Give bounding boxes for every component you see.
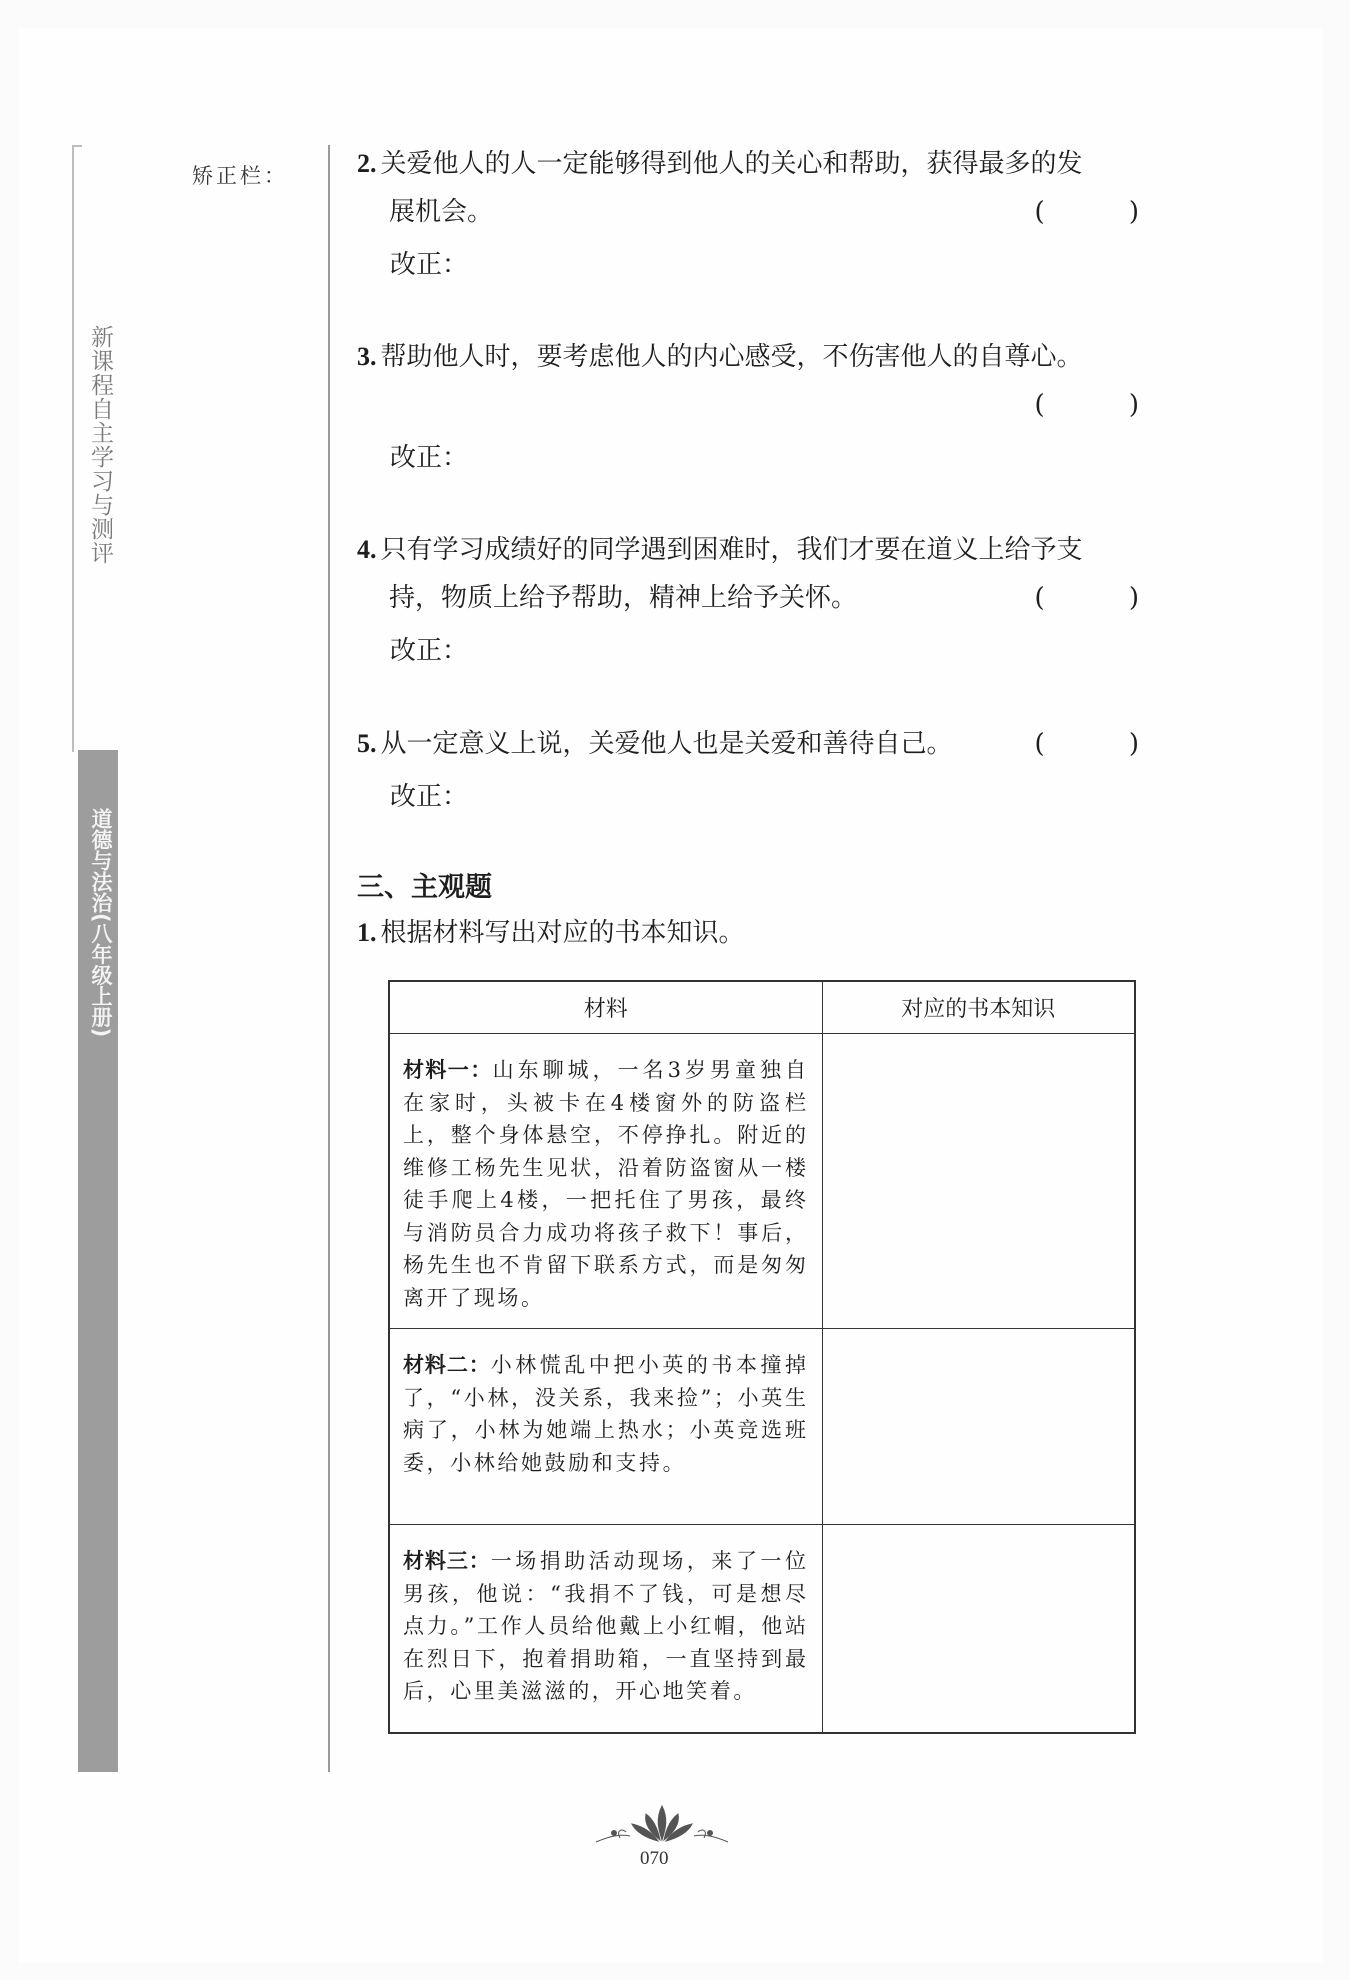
question-text: 根据材料写出对应的书本知识。 (380, 918, 745, 948)
question-number: 3. (357, 342, 377, 371)
material-cell (389, 1034, 822, 1329)
material-cell (389, 1525, 822, 1733)
answer-cell[interactable] (822, 1034, 1135, 1329)
question-number: 5. (357, 729, 377, 758)
subject-title: 道德与法治(八年级上册) (89, 808, 113, 1038)
question-line (357, 526, 1139, 574)
material-text: 山东聊城，一名3岁男童独自在家时，头被卡在4楼窗外的防盗栏上，整个身体悬空，不停挣扎。附近的维修工杨先生见状，沿着防盗窗从一楼徒手爬上4楼，一把托住了男孩，最终与消防员合力成功将孩子救下！事后，杨先生也不肯留下联系方式，而是匆匆离开了现场。 (403, 1058, 809, 1310)
question-line (357, 188, 1177, 236)
question-text: 只有学习成绩好的同学遇到困难时，我们才要在道义上给予支 (380, 535, 1083, 565)
answer-parentheses[interactable]: ( ) (1034, 583, 1177, 613)
answer-cell[interactable] (822, 1525, 1135, 1733)
question-text: 持，物质上给予帮助，精神上给予关怀。 (389, 583, 858, 613)
correction-label-q2: 改正： (390, 250, 469, 280)
question-number: 4. (357, 535, 377, 564)
material-label: 材料一： (403, 1058, 493, 1082)
question-3 (357, 333, 1177, 429)
answer-parentheses[interactable]: ( ) (1034, 729, 1177, 759)
question-number: 2. (357, 149, 377, 178)
table-row (389, 1034, 1135, 1329)
table-row (389, 1329, 1135, 1525)
correction-label-q4: 改正： (390, 636, 469, 666)
question-4 (357, 526, 1177, 622)
correction-column-label: 矫正栏： (192, 164, 288, 188)
question-line (357, 333, 1139, 381)
question-5 (357, 720, 1177, 768)
subjective-question-1 (357, 912, 745, 949)
table-header-row (389, 981, 1135, 1034)
question-text: 关爱他人的人一定能够得到他人的关心和帮助，获得最多的发 (380, 149, 1083, 179)
question-line (357, 381, 1177, 429)
question-line (357, 720, 1177, 768)
correction-label-q5: 改正： (390, 782, 469, 812)
correction-column-divider (328, 145, 330, 1772)
series-title: 新课程自主学习与测评 (87, 325, 113, 565)
answer-parentheses[interactable]: ( ) (1034, 390, 1177, 420)
table-row (389, 1525, 1135, 1733)
footer-ornament-icon (590, 1800, 735, 1850)
column-header-material: 材料 (389, 981, 822, 1034)
correction-label-q3: 改正： (390, 443, 469, 473)
question-line (357, 140, 1139, 188)
answer-parentheses[interactable]: ( ) (1034, 197, 1177, 227)
material-label: 材料三： (403, 1549, 491, 1573)
material-label: 材料二： (403, 1353, 491, 1377)
material-text: 小林慌乱中把小英的书本撞掉了，“小林，没关系，我来捡”；小英生病了，小林为她端上热水；小英竞选班委，小林给她鼓励和支持。 (403, 1353, 809, 1475)
question-text: 展机会。 (389, 197, 494, 227)
sidebar-top-bracket (72, 145, 82, 752)
question-line (357, 574, 1177, 622)
section-title: 三、主观题 (357, 872, 492, 903)
question-2 (357, 140, 1177, 236)
question-number: 1. (357, 918, 377, 947)
material-cell (389, 1329, 822, 1525)
answer-cell[interactable] (822, 1329, 1135, 1525)
page-number: 070 (640, 1848, 669, 1869)
material-table (388, 980, 1136, 1734)
question-text: 帮助他人时，要考虑他人的内心感受，不伤害他人的自尊心。 (380, 342, 1083, 372)
column-header-knowledge: 对应的书本知识 (822, 981, 1135, 1034)
material-text: 一场捐助活动现场，来了一位男孩，他说：“我捐不了钱，可是想尽点力。”工作人员给他戴上小红帽，他站在烈日下，抱着捐助箱，一直坚持到最后，心里美滋滋的，开心地笑着。 (403, 1549, 809, 1703)
question-text: 从一定意义上说，关爱他人也是关爱和善待自己。 (380, 729, 953, 759)
